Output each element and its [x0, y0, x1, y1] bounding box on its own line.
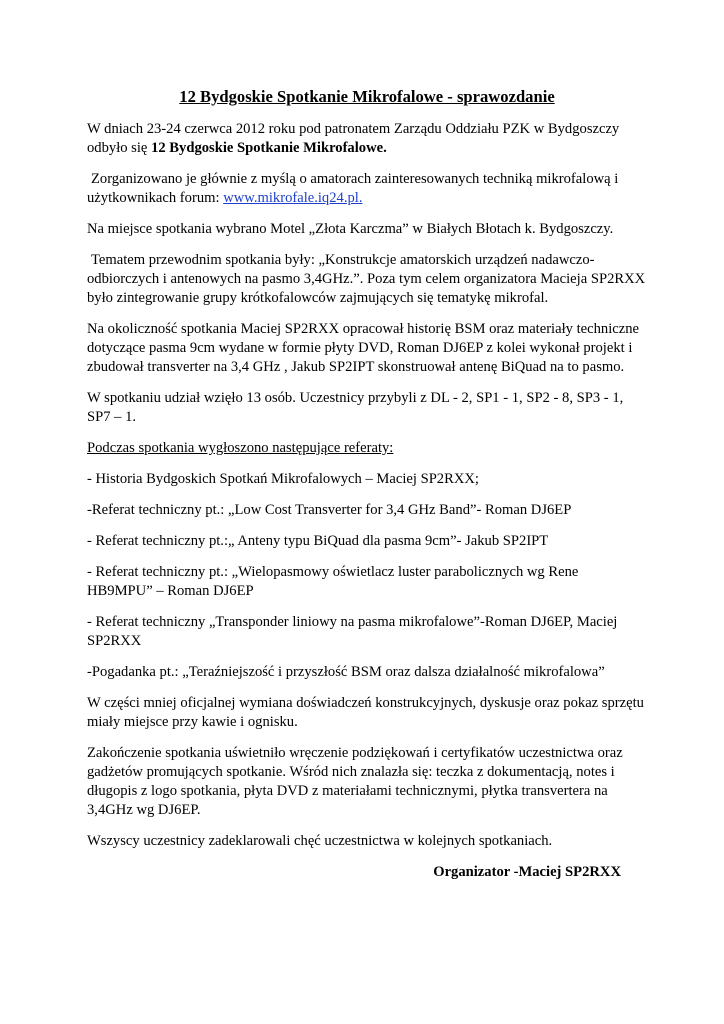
paragraph-participants: W spotkaniu udział wzięło 13 osób. Uczestnicy przybyli z DL - 2, SP1 - 1, SP2 - 8, SP3 - 1, SP7 – 1. — [87, 390, 624, 425]
paragraph-theme: Tematem przewodnim spotkania były: „Konstrukcje amatorskich urządzeń nadawczo-odbiorczych i antenowych na pasmo 3,4GHz.”. Poza tym celem organizatora Macieja SP2RXX było zintegrowanie grupy krótkofalowców zajmujących się tematykę mikrofal. — [87, 252, 646, 306]
signature: Organizator -Maciej SP2RXX — [433, 864, 621, 880]
paragraph-dates-text: W dniach 23-24 czerwca 2012 roku pod patronatem Zarządu Oddziału PZK w Bydgoszczy odbyło się — [87, 121, 620, 156]
forum-link[interactable]: www.mikrofale.iq24.pl. — [223, 190, 363, 206]
paragraph-informal: W części mniej oficjalnej wymiana doświadczeń konstrukcyjnych, dyskusje oraz pokaz sprzętu miały miejsce przy kawie i ognisku. — [87, 695, 644, 730]
event-name: 12 Bydgoskie Spotkanie Mikrofalowe. — [151, 140, 387, 156]
paragraph-declaration: Wszyscy uczestnicy zadeklarowali chęć uczestnictwa w kolejnych spotkaniach. — [87, 833, 553, 849]
paragraph-dates — [87, 120, 647, 158]
paragraph-materials: Na okoliczność spotkania Maciej SP2RXX opracował historię BSM oraz materiały techniczne dotyczące pasma 9cm wydane w formie płyty DVD, Roman DJ6EP z kolei wykonał projekt i zbudował transverter na 3,4 GHz , Jakub SP2IPT skonstruował antenę BiQuad na to pasmo. — [87, 321, 639, 375]
document-title: 12 Bydgoskie Spotkanie Mikrofalowe - sprawozdanie — [179, 87, 555, 106]
talk-item: -Pogadanka pt.: „Teraźniejszość i przyszłość BSM oraz dalsza działalność mikrofalowa” — [87, 664, 605, 680]
talk-item: - Referat techniczny pt.: „Wielopasmowy oświetlacz luster parabolicznych wg Rene HB9MPU” – Roman DJ6EP — [87, 564, 579, 599]
paragraph-venue: Na miejsce spotkania wybrano Motel „Złota Karczma” w Białych Błotach k. Bydgoszczy. — [87, 221, 614, 237]
paragraph-closing: Zakończenie spotkania uświetniło wręczenie podziękowań i certyfikatów uczestnictwa oraz gadżetów promujących spotkanie. Wśród nich znalazła się: teczka z dokumentacją, notes i długopis z logo spotkania, płyta DVD z materiałami technicznymi, płytka transvertera na 3,4GHz wg DJ6EP. — [87, 745, 623, 818]
talk-item: - Referat techniczny pt.:„ Anteny typu BiQuad dla pasma 9cm”- Jakub SP2IPT — [87, 533, 549, 549]
talks-heading: Podczas spotkania wygłoszono następujące referaty: — [87, 440, 394, 456]
paragraph-organization-text: Zorganizowano je głównie z myślą o amatorach zainteresowanych techniką mikrofalową i użytkownikach forum: — [87, 171, 619, 206]
talk-item: - Referat techniczny „Transponder liniowy na pasma mikrofalowe”-Roman DJ6EP, Maciej SP2RXX — [87, 614, 618, 649]
talk-item: - Historia Bydgoskich Spotkań Mikrofalowych – Maciej SP2RXX; — [87, 471, 479, 487]
talk-item: -Referat techniczny pt.: „Low Cost Transverter for 3,4 GHz Band”- Roman DJ6EP — [87, 502, 572, 518]
paragraph-organization — [87, 170, 647, 208]
document-body — [87, 86, 647, 894]
